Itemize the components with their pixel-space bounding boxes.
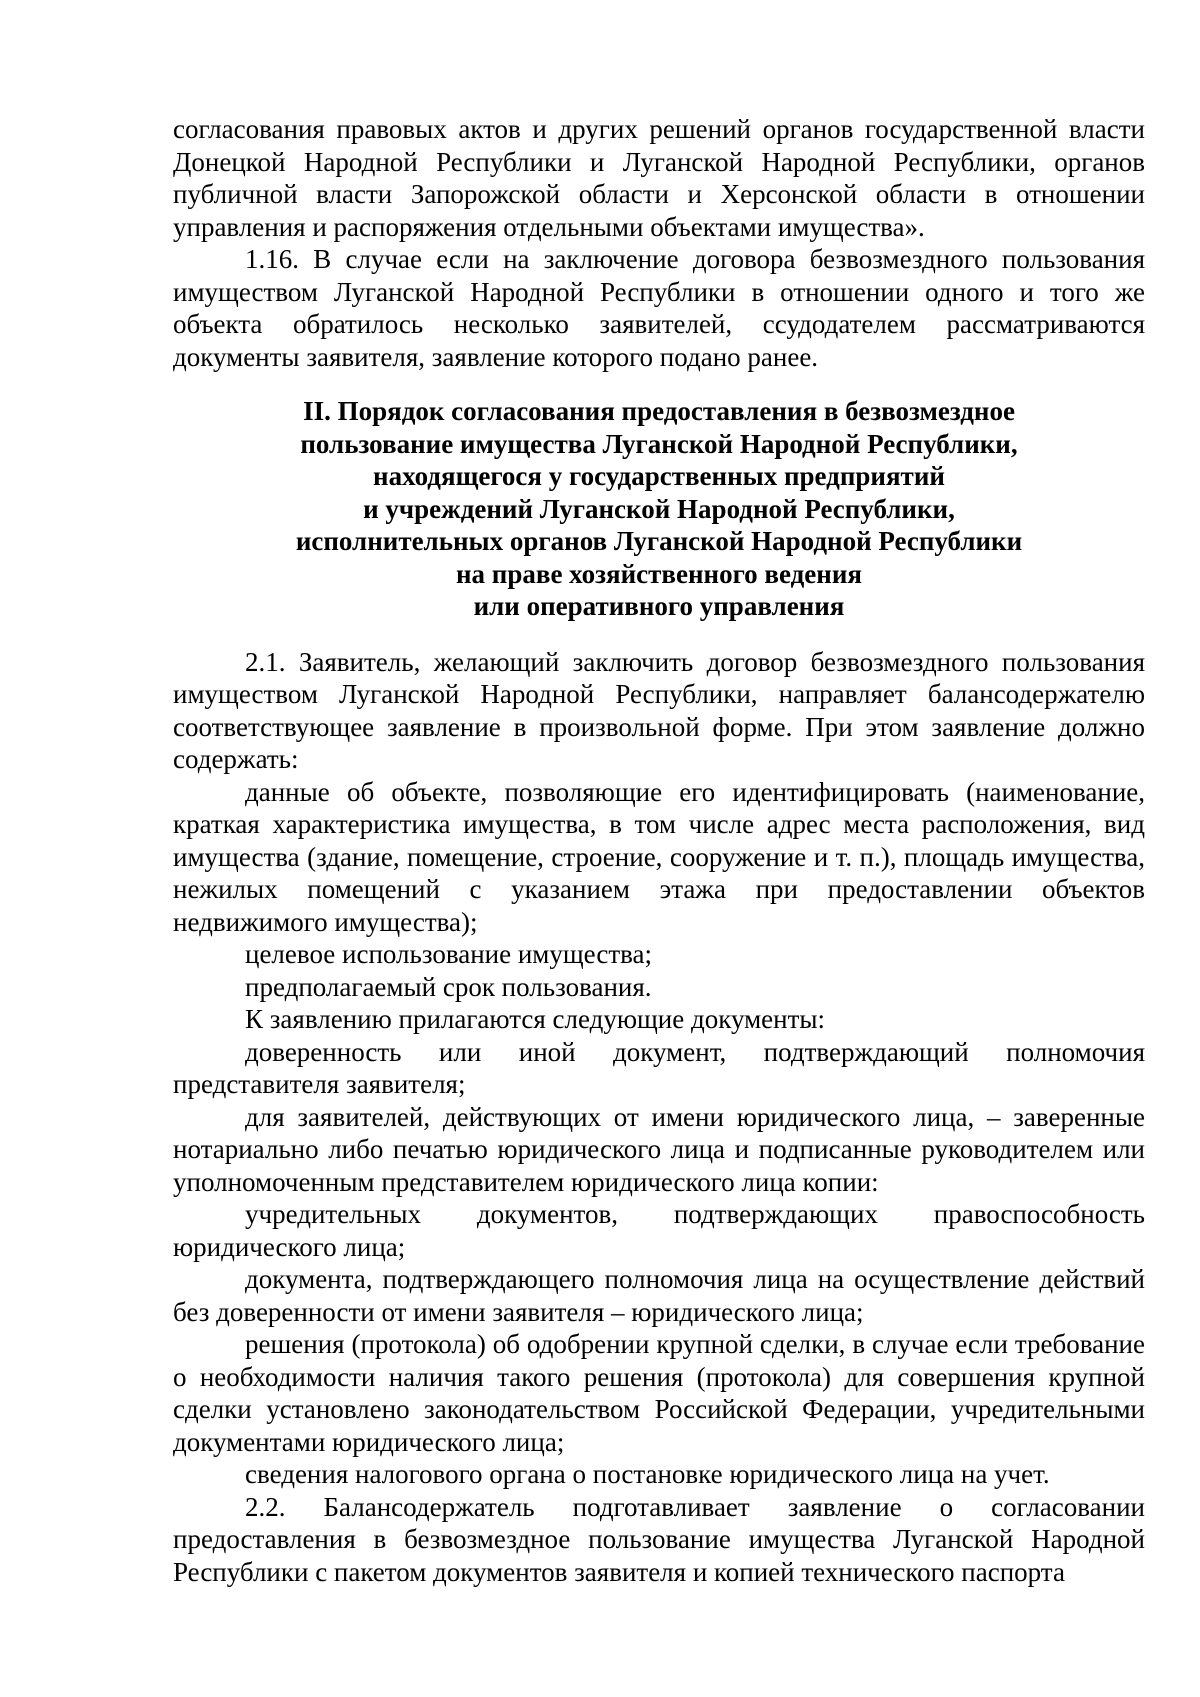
paragraph-1-16: 1.16. В случае если на заключение договора безвозмездного пользования имуществом Луганской Народной Республики в отношении одного и того же объекта обратилось несколько заявителей, ссудодателем рассматриваются документы заявителя, заявление которого подано ранее.	[173, 244, 1145, 372]
paragraph-legal-entity: для заявителей, действующих от имени юридического лица, – заверенные нотариально либо печатью юридического лица и подписанные руководителем или уполномоченным представителем юридического лица копии:	[173, 1101, 1145, 1197]
heading-line: и учреждений Луганской Народной Республики,	[363, 493, 955, 524]
paragraph-object-data: данные об объекте, позволяющие его идентифицировать (наименование, краткая характеристика имущества, в том числе адрес места расположения, вид имущества (здание, помещение, строение, сооружение и т. п.), площадь имущества, нежилых помещений с указанием этажа при предоставлении объектов недвижимого имущества);	[173, 776, 1145, 937]
paragraph-tax-registration: сведения налогового органа о постановке юридического лица на учет.	[245, 1459, 1050, 1489]
paragraph-continuation: согласования правовых актов и других решений органов государственной власти Донецкой Народной Республики и Луганской Народной Республики, органов публичной власти Запорожской области и Херсонской области в отношении управления и распоряжения отдельными объектами имущества».	[173, 114, 1145, 242]
paragraph-major-deal: решения (протокола) об одобрении крупной сделки, в случае если требование о необходимости наличия такого решения (протокола) для совершения крупной сделки установлено законодательством Российской Федерации, учредительными документами юридического лица;	[173, 1329, 1145, 1457]
section-heading-ii	[173, 395, 1145, 623]
paragraph-term: предполагаемый срок пользования.	[245, 971, 652, 1002]
heading-line: находящегося у государственных предприятий	[373, 461, 945, 491]
document-page	[173, 113, 1145, 1588]
heading-line: на праве хозяйственного ведения	[455, 558, 862, 589]
paragraph-founding-docs: учредительных документов, подтверждающих правоспособность юридического лица;	[173, 1199, 1145, 1262]
heading-line: II. Порядок согласования предоставления в безвозмездное	[303, 396, 1015, 426]
paragraph-target-use: целевое использование имущества;	[245, 939, 652, 969]
paragraph-attachments: К заявлению прилагаются следующие документы:	[245, 1004, 826, 1034]
heading-line: пользование имущества Луганской Народной Республики,	[300, 428, 1018, 459]
paragraph-authority-doc: документа, подтверждающего полномочия лица на осуществление действий без доверенности от имени заявителя – юридического лица;	[173, 1264, 1145, 1327]
heading-line: исполнительных органов Луганской Народной Республики	[295, 526, 1023, 556]
paragraph-power-of-attorney: доверенность или иной документ, подтверждающий полномочия представителя заявителя;	[173, 1036, 1145, 1099]
paragraph-2-1: 2.1. Заявитель, желающий заключить договор безвозмездного пользования имуществом Луганской Народной Республики, направляет балансодержателю соответствующее заявление в произвольной форме. При этом заявление должно содержать:	[173, 646, 1145, 774]
heading-line: или оперативного управления	[473, 591, 845, 621]
paragraph-2-2: 2.2. Балансодержатель подготавливает заявление о согласовании предоставления в безвозмездное пользование имущества Луганской Народной Республики с пакетом документов заявителя и копией технического паспорта	[173, 1491, 1145, 1587]
